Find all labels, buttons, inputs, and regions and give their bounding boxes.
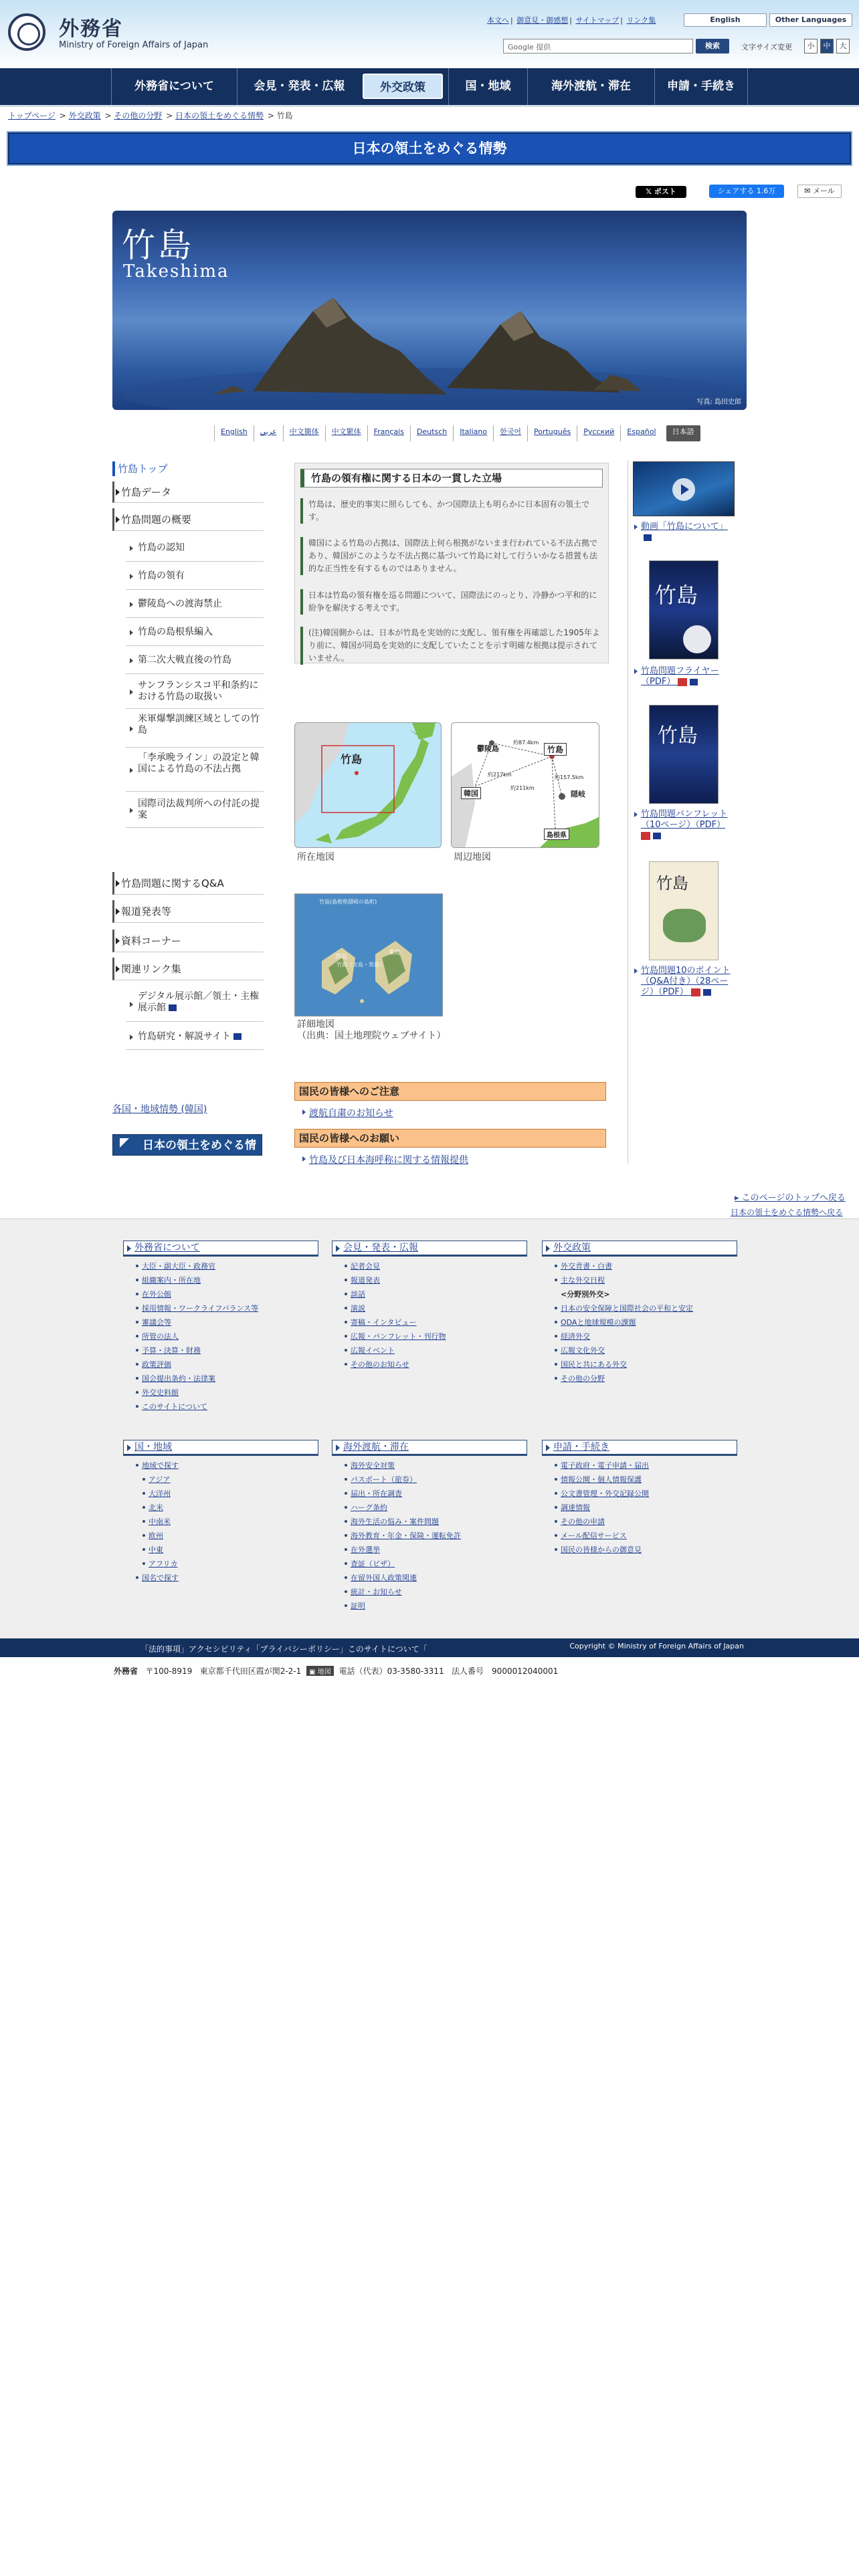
sitemap-link[interactable]: パスポート（旅券） [344,1473,461,1487]
lnav-overview[interactable]: 竹島問題の概要 [112,508,264,531]
logo-subtitle[interactable]: Ministry of Foreign Affairs of Japan [59,40,209,50]
sitemap-head-countries[interactable]: 国・地域 [123,1440,318,1456]
breadcrumb-other[interactable]: その他の分野 [114,111,163,120]
facebook-share-button[interactable]: シェアする 1.6万 [709,185,784,198]
sitemap-link[interactable]: 談話 [344,1287,446,1301]
korea-country-link[interactable]: 各国・地域情勢 (韓国) [112,1104,207,1115]
info-provision-link[interactable]: 竹島及び日本海呼称に関する情報提供 [302,1153,468,1166]
external-link-icon [703,989,711,996]
address-org: 外務省 [114,1667,138,1676]
sitemap-link[interactable]: 中東 [135,1543,179,1557]
lnav-links[interactable]: 関連リンク集 [112,958,264,980]
sitemap-head-travel[interactable]: 海外渡航・滞在 [332,1440,527,1456]
sitemap-link[interactable]: その他のお知らせ [344,1358,446,1372]
lnav-bombing-range[interactable]: 米軍爆撃訓練区域としての竹島 [126,710,264,748]
lang-japanese-current: 日本語 [666,425,700,441]
sitemap-link[interactable]: 広報イベント [344,1344,446,1358]
external-link-icon [233,1033,242,1040]
sitemap-head-press[interactable]: 会見・発表・広報 [332,1241,527,1257]
triangle-icon: ▸ [735,1193,742,1203]
surrounding-map[interactable] [451,722,599,848]
map3-label-takeshima: 竹島（女島・男島） [337,962,385,968]
map2-label-oki: 隠岐 [571,790,585,798]
sitemap-link[interactable]: 組織案内・所在地 [135,1273,258,1287]
sitemap-head-about[interactable]: 外務省について [123,1241,318,1257]
footer-sitemap [0,1218,859,1638]
sitemap-list-travel [344,1459,461,1613]
gnav-about[interactable]: 外務省について [111,68,237,105]
util-link-sitemap[interactable]: サイトマップ [575,16,619,25]
location-map-caption: 所在地図 [297,852,335,863]
sitemap-link[interactable]: 予算・決算・財務 [135,1344,258,1358]
english-button[interactable]: English [684,13,767,27]
map3-label-nishijima: 西島 [335,954,348,960]
sitemap-link[interactable]: ハーグ条約 [344,1501,461,1515]
sitemap-subheading: <分野別外交> [561,1290,610,1299]
sitemap-link[interactable]: アジア [135,1473,179,1487]
map-badge[interactable] [306,1666,334,1676]
address-text: 東京都千代田区霞が関2-2-1 [199,1667,302,1676]
sitemap-link[interactable]: 欧州 [135,1529,179,1543]
lang-english[interactable]: English [214,425,254,441]
sitemap-list-procedures [554,1459,649,1557]
sitemap-link[interactable]: 記者会見 [344,1259,446,1273]
gnav-travel[interactable]: 海外渡航・滞在 [527,68,654,105]
pdf-icon [691,988,700,996]
tweet-label: ポスト [654,187,676,196]
footer-address [114,1665,558,1677]
travel-restraint-link[interactable]: 渡航自粛のお知らせ [302,1106,393,1119]
sitemap-link[interactable]: 広報・パンフレット・刊行物 [344,1329,446,1344]
ten-points-island-graphic [663,909,706,942]
search-input[interactable]: Google 提供 [503,39,693,53]
position-box-title: 竹島の領有権に関する日本の一貫した立場 [300,469,603,488]
map2-label-korea: 韓国 [461,787,481,799]
util-link-feedback[interactable]: 御意見・御感想 [516,16,569,25]
sitemap-link[interactable]: ODAと地球規模の課題 [554,1315,693,1329]
territory-banner[interactable]: 日本の領土をめぐる情勢 [112,1134,262,1156]
map2-dist-2: 約157.5km [555,774,584,780]
gnav-countries[interactable]: 国・地域 [448,68,527,105]
site-header [0,0,859,68]
lnav-research-site[interactable] [126,1025,264,1050]
pamphlet-thumbnail[interactable] [649,705,719,804]
map2-dist-4: 約217km [488,772,512,778]
sitemap-link[interactable]: 情報公開・個人情報保護 [554,1473,649,1487]
sitemap-list-policy [554,1259,693,1386]
sitemap-head-policy[interactable]: 外交政策 [542,1241,737,1257]
detail-map[interactable] [294,893,443,1016]
map1-label: 竹島 [341,753,363,766]
map3-title: 竹島(島根県隠岐の島町) [319,899,377,905]
breadcrumb: トップページ > 外交政策 > その他の分野 > 日本の領土をめぐる情勢 > 竹島 [8,111,293,120]
sitemap-link[interactable]: 査証（ビザ） [344,1557,461,1571]
logo-title[interactable]: 外務省 [59,17,123,41]
sitemap-link[interactable]: 国民と共にある外交 [554,1358,693,1372]
lang-chinese-traditional[interactable]: 中文繁体 [325,425,367,441]
language-switcher [214,425,700,441]
map-icon: ▣ [309,1669,318,1676]
hero-subtitle: Takeshima [123,261,229,282]
lang-spanish[interactable]: Español [620,425,662,441]
other-languages-button[interactable]: Other Languages [769,13,852,27]
japan-map-graphic [295,723,442,848]
ten-points-thumbnail[interactable] [649,861,719,960]
nav-divider [0,105,859,107]
flyer-pdf-link-label: 竹島問題フライヤー（PDF） [641,666,719,687]
sitemap-link[interactable]: 在外選挙 [344,1543,461,1557]
flyer-pdf-link[interactable] [634,666,735,687]
lnav-syngman-rhee-line[interactable]: 「李承晩ライン」の設定と韓国による竹島の不法占拠 [126,749,264,792]
video-link-label: 動画「竹島について」 [641,522,728,532]
sitemap-list-countries [135,1459,179,1585]
play-icon [672,478,695,501]
sitemap-list-press [344,1259,446,1372]
sitemap-link[interactable]: 外交青書・白書 [554,1259,693,1273]
ten-points-thumbnail-title: 竹島 [656,874,688,893]
lang-chinese-simplified[interactable]: 中文簡体 [283,425,325,441]
gnav-press[interactable]: 会見・発表・広報 [237,68,361,105]
search-button[interactable]: 検索 [696,39,729,53]
flyer-disc-graphic [683,625,711,653]
hero-banner [112,211,747,410]
pdf-icon [678,678,687,686]
sitemap-link[interactable]: 電子政府・電子申請・届出 [554,1459,649,1473]
sitemap-link[interactable]: 主な外交日程 [554,1273,693,1287]
photo-credit: 写真: 島田史郎 [696,399,741,406]
lang-italian[interactable]: Italiano [453,425,493,441]
lnav-digital-museum-label: デジタル展示館／領土・主権展示館 [138,991,260,1013]
page-top-link[interactable] [735,1190,846,1203]
mofa-logo-icon[interactable] [8,13,45,51]
sitemap-link[interactable]: 広報文化外交 [554,1344,693,1358]
sitemap-link[interactable]: 公文書管理・外交記録公開 [554,1487,649,1501]
lang-french[interactable]: Français [367,425,410,441]
sitemap-link[interactable]: 経済外交 [554,1329,693,1344]
lang-russian[interactable]: Русский [577,425,620,441]
lnav-prohibition[interactable]: 鬱陵島への渡海禁止 [126,591,264,618]
lnav-postwar[interactable]: 第二次大戦直後の竹島 [126,647,264,674]
pamphlet-pdf-link-label: 竹島問題パンフレット（10ページ）（PDF） [641,809,728,830]
mail-button[interactable] [797,185,842,198]
position-paragraph: 竹島は、歴史的事実に照らしても、かつ国際法上も明らかに日本固有の領土です。 [300,498,603,524]
lnav-digital-museum[interactable] [126,987,264,1022]
breadcrumb-top[interactable]: トップページ [8,111,56,120]
location-map[interactable] [294,722,442,848]
utility-links: 本文へ | 御意見・御感想 | サイトマップ | リンク集 [487,16,656,25]
back-to-territory-link[interactable]: 日本の領土をめぐる情勢へ戻る [731,1208,844,1217]
corporate-number: 法人番号 9000012040001 [452,1667,559,1676]
sitemap-link[interactable]: その他の分野 [554,1372,693,1386]
video-link[interactable] [634,522,735,543]
gnav-procedures[interactable]: 申請・手続き [654,68,748,105]
lnav-top-link[interactable]: 竹島トップ [112,461,264,476]
detail-map-caption: 詳細地図 （出典：国土地理院ウェブサイト） [297,1019,446,1041]
flyer-thumbnail-title: 竹島 [655,582,698,608]
lnav-recognition[interactable]: 竹島の認知 [126,535,264,562]
footer-bar [0,1638,859,1657]
sitemap-link[interactable]: 北米 [135,1501,179,1515]
map-badge-label: 地図 [317,1669,331,1676]
lang-arabic[interactable]: عربي [254,425,283,441]
map2-dist-3: 約211km [510,785,535,791]
pamphlet-thumbnail-title: 竹島 [658,724,698,748]
map2-label-ulleungdo: 鬱陵島 [477,744,499,753]
sitemap-link[interactable]: 在留外国人政策関連 [344,1571,461,1585]
sitemap-link[interactable]: 審議会等 [135,1315,258,1329]
font-size-medium-button[interactable]: 中 [820,39,834,53]
footer-links[interactable]: 「法的事項」アクセシビリティ「プライバシーポリシー」このサイトについて「 [140,1644,427,1654]
tweet-button[interactable] [636,186,686,198]
position-paragraph: 韓国による竹島の占拠は、国際法上何ら根拠がないまま行われている不法占拠であり、韓国がこのような不法占拠に基づいて竹島に対して行ういかなる措置も法的な正当性を有するものではありません。 [300,537,603,575]
sitemap-link[interactable]: 在外公館 [135,1287,258,1301]
sitemap-link[interactable]: 演説 [344,1301,446,1315]
island-photo [112,211,747,410]
sitemap-link[interactable]: 調達情報 [554,1501,649,1515]
sitemap-link[interactable]: このサイトについて [135,1400,258,1414]
gnav-policy[interactable]: 外交政策 [363,74,443,99]
sitemap-link[interactable]: 所管の法人 [135,1329,258,1344]
sitemap-head-procedures[interactable]: 申請・手続き [542,1440,737,1456]
notice-request-heading: 国民の皆様へのお願い [294,1129,606,1148]
sitemap-link[interactable]: 国会提出条約・法律案 [135,1372,258,1386]
lnav-qa[interactable]: 竹島問題に関するQ&A [112,872,264,895]
sitemap-link[interactable]: 採用情報・ワークライフバランス等 [135,1301,258,1315]
map3-label-higashijima: 東島 [389,950,401,956]
lnav-materials[interactable]: 資料コーナー [112,930,264,952]
lang-korean[interactable]: 한국어 [493,425,527,441]
external-link-icon [690,679,698,685]
surrounding-map-caption: 周辺地図 [454,852,491,863]
detail-map-graphic [295,894,443,1016]
map2-label-shimane: 島根県 [544,829,569,840]
lnav-icj[interactable]: 国際司法裁判所への付託の提案 [126,793,264,828]
breadcrumb-current: 竹島 [276,111,293,120]
sitemap-link[interactable]: 届出・所在調査 [344,1487,461,1501]
lnav-incorporation[interactable]: 竹島の島根県編入 [126,619,264,646]
sitemap-link[interactable]: 海外教育・年金・保険・運転免許 [344,1529,461,1543]
external-link-icon [644,534,652,541]
mail-icon: ✉ [804,187,813,195]
external-link-icon [169,1004,177,1011]
address-phone: 電話（代表）03-3580-3311 [339,1667,444,1676]
sitemap-list-about [135,1259,258,1414]
sitemap-link[interactable]: 中南米 [135,1515,179,1529]
x-icon: 𝕏 [646,187,654,196]
map2-dist-1: 約87.4km [513,740,539,746]
ten-points-pdf-link[interactable] [634,966,736,998]
breadcrumb-policy[interactable]: 外交政策 [68,111,101,120]
notice-caution-heading: 国民の皆様へのご注意 [294,1082,606,1101]
position-paragraph: (注)韓国側からは、日本が竹島を実効的に支配し、領有権を再確認した1905年より前に、韓国が同島を実効的に支配していたことを示す明確な根拠は提示されていません。 [300,627,603,665]
lnav-research-site-label: 竹島研究・解説サイト [138,1031,231,1042]
global-nav [0,68,859,105]
ten-points-pdf-link-label: 竹島問題10のポイント（Q&A付き）（28ページ）（PDF） [641,966,731,997]
sitemap-link[interactable]: 統計・お知らせ [344,1585,461,1599]
external-link-icon [653,833,661,839]
sitemap-link[interactable]: アフリカ [135,1557,179,1571]
flyer-thumbnail[interactable] [649,560,719,659]
mail-label: メール [812,187,835,195]
pdf-icon [641,832,650,840]
sitemap-link[interactable]: 国民の皆様からの御意見 [554,1543,649,1557]
page-title: 日本の領土をめぐる情勢 [8,132,851,165]
breadcrumb-territory[interactable]: 日本の領土をめぐる情勢 [175,111,264,120]
lang-german[interactable]: Deutsch [410,425,453,441]
sitemap-link[interactable]: 政策評価 [135,1358,258,1372]
sitemap-link[interactable]: 日本の安全保障と国際社会の平和と安定 [554,1301,693,1315]
map2-label-takeshima: 竹島 [544,743,567,756]
util-link-skip[interactable]: 本文へ [487,16,509,25]
sitemap-link[interactable]: 寄稿・インタビュー [344,1315,446,1329]
position-paragraph: 日本は竹島の領有権を巡る問題について、国際法にのっとり、冷静かつ平和的に紛争を解決する考えです。 [300,589,603,615]
page-top-label: このページのトップへ戻る [741,1193,846,1203]
sitemap-link[interactable]: 大臣・副大臣・政務官 [135,1259,258,1273]
sitemap-link[interactable]: 海外安全対策 [344,1459,461,1473]
sitemap-link[interactable]: 証明 [344,1599,461,1613]
address-postal: 〒100-8919 [145,1667,193,1676]
font-size-small-button[interactable]: 小 [804,39,818,53]
sitemap-link[interactable]: メール配信サービス [554,1529,649,1543]
position-box [294,463,609,663]
sitemap-link[interactable]: 国名で探す [135,1571,179,1585]
lnav-data[interactable]: 竹島データ [112,481,264,503]
lnav-sanfrancisco[interactable]: サンフランシスコ平和条約における竹島の取扱い [126,675,264,709]
video-thumbnail[interactable] [633,461,735,516]
hero-title: 竹島 [122,226,194,265]
copyright: Copyright © Ministry of Foreign Affairs of Japan [569,1642,744,1650]
font-size-label: 文字サイズ変更 [741,43,793,51]
sitemap-link[interactable]: 地域で探す [135,1459,179,1473]
lnav-possession[interactable]: 竹島の領有 [126,563,264,590]
pamphlet-pdf-link[interactable] [634,809,736,841]
lnav-press[interactable]: 報道発表等 [112,900,264,923]
util-link-links[interactable]: リンク集 [626,16,656,25]
sitemap-link[interactable]: その他の申請 [554,1515,649,1529]
sitemap-link[interactable]: 大洋州 [135,1487,179,1501]
lang-portuguese[interactable]: Português [527,425,577,441]
sitemap-link[interactable]: 外交史料館 [135,1386,258,1400]
sitemap-link[interactable]: 海外生活の悩み・案件問題 [344,1515,461,1529]
font-size-large-button[interactable]: 大 [836,39,850,53]
sitemap-link[interactable]: 報道発表 [344,1273,446,1287]
